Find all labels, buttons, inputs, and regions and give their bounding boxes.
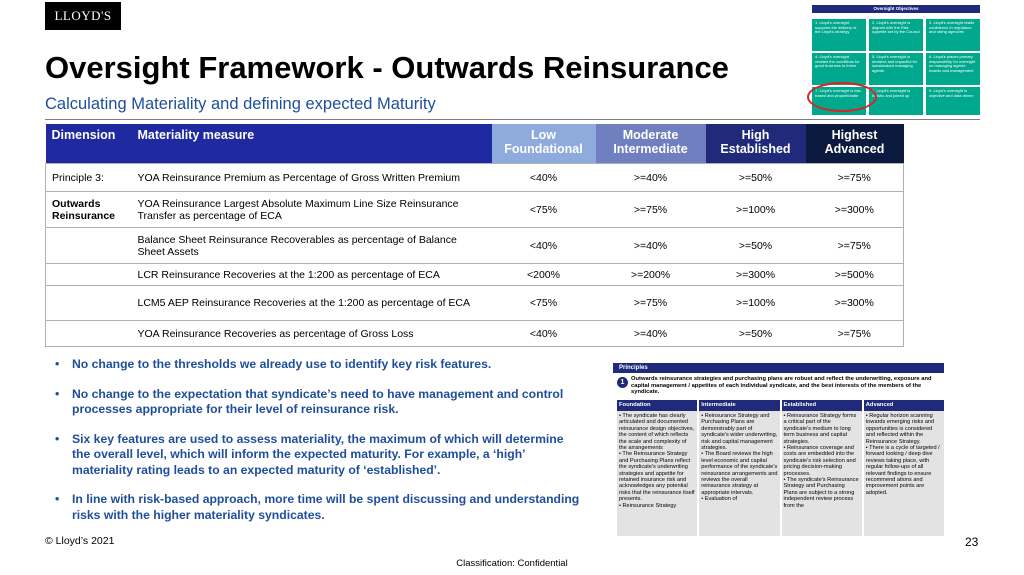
principles-thumbnail — [613, 363, 944, 536]
row-value-low: <40% — [492, 164, 596, 192]
row-value-high: >=100% — [706, 192, 806, 228]
principle-number-badge: 1 — [617, 377, 628, 388]
principles-header: Principles — [613, 363, 944, 373]
title-divider — [45, 119, 980, 120]
row-dimension — [46, 321, 132, 347]
oversight-objective-8: 8. Lloyd's oversight is holistic and joined up — [869, 87, 923, 115]
oversight-objective-1: 1. Lloyd's oversight supports the delivery of the Lloyd's strategy — [812, 19, 866, 51]
bullet-icon: • — [55, 357, 60, 371]
oversight-objective-5: 5. Lloyd's oversight is decisive and impactful for substandard managing agents — [869, 53, 923, 85]
table-row — [46, 321, 904, 347]
row-measure: YOA Reinsurance Premium as Percentage of Gross Written Premium — [132, 164, 492, 192]
row-value-moderate: >=200% — [596, 264, 706, 286]
row-value-high: >=50% — [706, 164, 806, 192]
row-value-highest: >=300% — [806, 286, 904, 321]
highlight-ring — [807, 82, 877, 112]
oversight-objective-6: 6. Lloyd's places primary responsibility for oversight on managing agents' boards and management — [926, 53, 980, 85]
row-value-low: <40% — [492, 321, 596, 347]
row-measure: Balance Sheet Reinsurance Recoverables as percentage of Balance Sheet Assets — [132, 228, 492, 264]
row-dimension — [46, 286, 132, 321]
row-measure: LCM5 AEP Reinsurance Recoveries at the 1:200 as percentage of ECA — [132, 286, 492, 321]
bullet-icon: • — [55, 431, 60, 446]
row-value-highest: >=500% — [806, 264, 904, 286]
principle-statement: Outwards reinsurance strategies and purchasing plans are robust and reflect the underwriting, exposure and capital management / appetites of each individual syndicate, and the best interests of the members of the syndicate. — [631, 376, 932, 396]
header-materiality-measure: Materiality measure — [132, 124, 492, 164]
principles-column-foundation: Foundation • The syndicate has clearly articulated and documented reinsurance design objectives, the content of which reflects the scale and complexity of the arrangements • The Reinsurance Strategy and Purchasing Plans reflect the syndicate's underwriting strategies and appetite for retained insurance risk and acknowledges any potential risks that the reinsurance itself presents. • Reinsurance Strategy — [617, 400, 697, 536]
table-row — [46, 192, 904, 228]
bullet-icon: • — [55, 386, 60, 401]
row-dimension: Principle 3: — [46, 164, 132, 192]
row-measure: YOA Reinsurance Largest Absolute Maximum Line Size Reinsurance Transfer as percentage of ECA — [132, 192, 492, 228]
lloyds-logo: LLOYD'S — [45, 2, 121, 30]
row-value-low: <40% — [492, 228, 596, 264]
page-title: Oversight Framework - Outwards Reinsurance — [45, 50, 729, 85]
row-value-moderate: >=75% — [596, 192, 706, 228]
row-value-low: <75% — [492, 192, 596, 228]
row-value-high: >=100% — [706, 286, 806, 321]
table-row — [46, 228, 904, 264]
row-value-high: >=50% — [706, 321, 806, 347]
header-dimension: Dimension — [46, 124, 132, 164]
principles-column-intermediate: Intermediate • Reinsurance Strategy and Purchasing Plans are demonstrably part of syndicate's wider underwriting, risk and capital management strategies. • The Board reviews the high level economic and capital performance of the syndicate's reinsurance arrangements and reviews the overall reinsurance strategy at appropriate intervals. • Evaluation of — [699, 400, 779, 536]
row-value-highest: >=300% — [806, 192, 904, 228]
oversight-objective-7: 7. Lloyd's oversight is risk-based and proportionate — [812, 87, 866, 115]
page-subtitle: Calculating Materiality and defining expected Maturity — [45, 95, 436, 113]
row-value-highest: >=75% — [806, 164, 904, 192]
oversight-objectives-header: Oversight Objectives — [812, 5, 980, 13]
row-dimension: Outwards Reinsurance — [46, 192, 132, 228]
list-item: • In line with risk-based approach, more time will be spent discussing and understanding risks with the higher materiality syndicates. — [55, 492, 580, 522]
row-value-high: >=50% — [706, 228, 806, 264]
header-level-highest: Highest Advanced — [806, 124, 904, 164]
table-row — [46, 164, 904, 192]
table-header-row — [46, 124, 904, 164]
oversight-objective-3: 3. Lloyd's oversight instils confidence in regulators and rating agencies — [926, 19, 980, 51]
row-value-low: <75% — [492, 286, 596, 321]
list-item: • No change to the thresholds we already use to identify key risk features. — [55, 357, 492, 371]
header-level-low: Low Foundational — [492, 124, 596, 164]
oversight-objectives-thumbnail — [812, 5, 980, 117]
oversight-objective-4: 4. Lloyd's oversight creates the conditions for good business to thrive — [812, 53, 866, 85]
copyright-footer: © Lloyd’s 2021 — [45, 535, 115, 547]
list-item: • No change to the expectation that syndicate’s need to have management and control processes appropriate for their level of reinsurance risk. — [55, 386, 564, 416]
classification-label: Classification: Confidential — [456, 558, 568, 569]
principles-column-advanced: Advanced • Regular horizon scanning towards emerging risks and opportunities is considered and reflected within the Reinsurance Strategy. • There is a cycle of targeted / forward looking / deep dive reviews taking place, with regular follow-ups of all relevant findings to ensure recommend ations and improvement points are adopted. — [864, 400, 944, 536]
page-number: 23 — [965, 535, 979, 549]
table-row — [46, 264, 904, 286]
row-dimension — [46, 264, 132, 286]
principles-columns — [617, 400, 944, 536]
bullet-icon: • — [55, 492, 60, 506]
row-value-highest: >=75% — [806, 321, 904, 347]
oversight-objective-9: 9. Lloyd's oversight is objective and data driven — [926, 87, 980, 115]
principles-column-established: Established • Reinsurance Strategy forms a critical part of the syndicate's medium to long term business and capital strategies. • Reinsurance coverage and costs are embedded into the syndicate's risk selection and pricing decision-making processes. • The syndicate's Reinsurance Strategy and Purchasing Plans are subject to a strong independent review process from the — [782, 400, 862, 536]
row-value-moderate: >=40% — [596, 228, 706, 264]
list-item: • Six key features are used to assess materiality, the maximum of which will determine the overall level, which will inform the expected maturity. For example, a ‘high’ materiality rating leads to an expected maturity of ‘established’. — [55, 431, 564, 477]
row-measure: LCR Reinsurance Recoveries at the 1:200 as percentage of ECA — [132, 264, 492, 286]
row-value-highest: >=75% — [806, 228, 904, 264]
row-value-low: <200% — [492, 264, 596, 286]
row-value-high: >=300% — [706, 264, 806, 286]
row-dimension — [46, 228, 132, 264]
row-measure: YOA Reinsurance Recoveries as percentage of Gross Loss — [132, 321, 492, 347]
header-level-high: High Established — [706, 124, 806, 164]
bullet-list — [55, 357, 585, 537]
materiality-table — [45, 124, 904, 347]
row-value-moderate: >=75% — [596, 286, 706, 321]
row-value-moderate: >=40% — [596, 164, 706, 192]
oversight-objective-2: 2. Lloyd's oversight is aligned with the Risk Appetite set by the Council — [869, 19, 923, 51]
row-value-moderate: >=40% — [596, 321, 706, 347]
table-row — [46, 286, 904, 321]
header-level-moderate: Moderate Intermediate — [596, 124, 706, 164]
